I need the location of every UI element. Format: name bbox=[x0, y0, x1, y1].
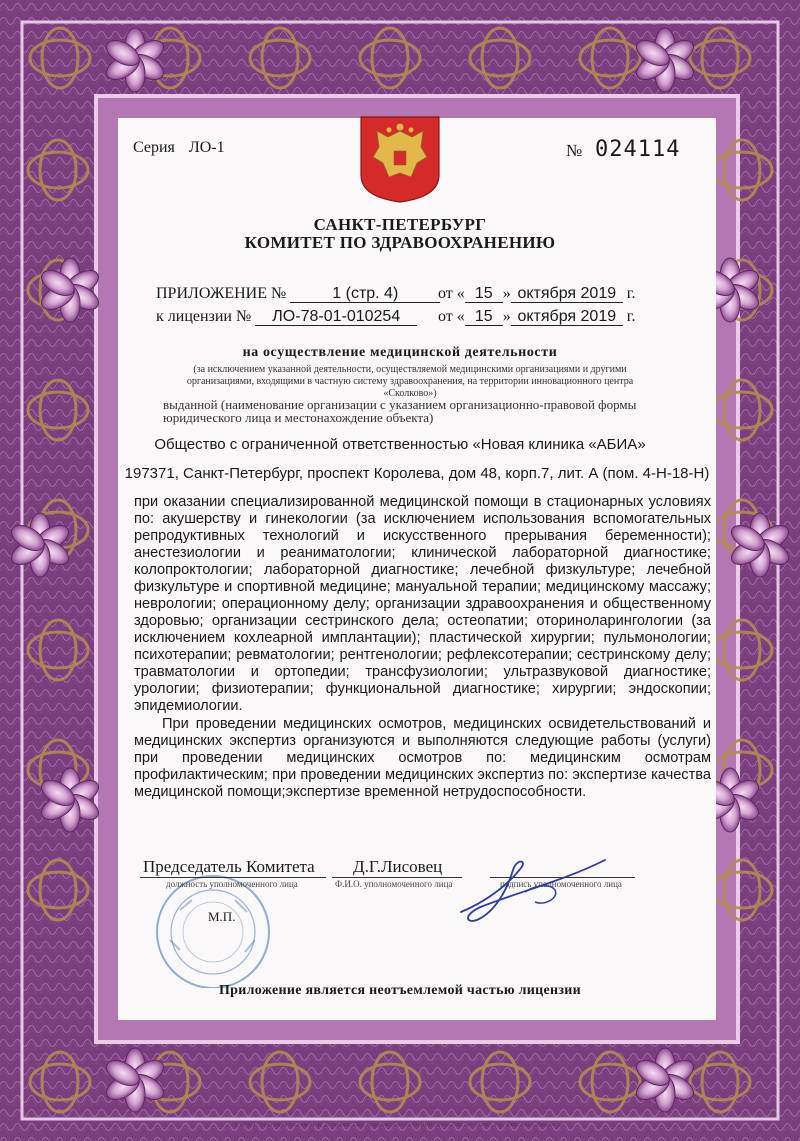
license-body bbox=[134, 494, 711, 801]
appendix-number: 1 (стр. 4) bbox=[290, 285, 440, 303]
license-close-quote: » bbox=[502, 308, 511, 325]
position-line bbox=[140, 877, 326, 878]
appendix-date-from: от « bbox=[438, 285, 465, 302]
license-label: к лицензии № bbox=[156, 308, 252, 325]
appendix-date bbox=[438, 285, 636, 303]
series-label: Серия bbox=[133, 139, 175, 156]
license-form-number: 024114 bbox=[595, 137, 681, 162]
authority-name: КОМИТЕТ ПО ЗДРАВООХРАНЕНИЮ bbox=[244, 233, 556, 252]
number-sign: № bbox=[566, 141, 583, 160]
exams-paragraph: При проведении медицинских осмотров, медицинских освидетельствований и медицинских экспертиз организуются и выполняются следующие работы (услуги) при проведении медицинских осмотров по: медицинским осмотрам профилактическим; при проведении медицинских экспертиз по: экспертизе качества медицинской помощи;экспертизе временной нетрудоспособности. bbox=[134, 716, 711, 800]
coat-of-arms-icon bbox=[355, 113, 445, 203]
footer-note: Приложение является неотъемлемой частью лицензии bbox=[218, 983, 582, 998]
license-row bbox=[156, 308, 417, 326]
license-day: 15 bbox=[465, 308, 503, 326]
appendix-year-suffix: г. bbox=[626, 285, 636, 302]
printer-imprint: © ФГУП "Типография №12 им. М. И. Лоджиона". СПб. Лицензия 03-05-09-19. ИНН 7806053741. Зак. 783019. Тир. 4000. 2018 г. Уровень „Б". bbox=[234, 1122, 566, 1128]
appendix-close-quote: » bbox=[502, 285, 511, 302]
organization-address: 197371, Санкт-Петербург, проспект Королева, дом 48, корп.7, лит. А (пом. 4-Н-18-Н) bbox=[124, 465, 710, 482]
services-paragraph: при оказании специализированной медицинской помощи в стационарных условиях по: акушерству и гинекологии (за исключением использования вспомогательных репродуктивных технологий и искусственного прерывания беременности); анестезиологии и реаниматологии; клинической лабораторной диагностике; колопроктологии; лабораторной диагностике; лечебной физкультуре; лечебной физкультуре и спортивной медицине; мануальной терапии; медицинскому массажу; неврологии; операционному делу; организации здравоохранения и общественному здоровью; организации сестринского дела; остеопатии; оториноларингологии (за исключением кохлеарной имплантации); пластической хирургии; пульмонологии; психотерапии; ревматологии; рентгенологии; рефлексотерапии; сестринскому делу; травматологии и ортопедии; трансфузиологии; ультразвуковой диагностике; урологии; физиотерапии; функциональной диагностике; хирургии; эндоскопии; эпидемиологии. bbox=[134, 494, 711, 714]
signature-caption: подпись уполномоченного лица bbox=[500, 879, 622, 889]
activity-note: (за исключением указанной деятельности, осуществляемой медицинскими организациями и другими организациями, входящими в частную систему здравоохранения, на территории инновационного центра «Сколково») bbox=[186, 364, 634, 399]
license-year-suffix: г. bbox=[626, 308, 636, 325]
name-line bbox=[332, 877, 462, 878]
handwritten-signature bbox=[455, 850, 625, 930]
stamp-place-label: М.П. bbox=[208, 909, 236, 924]
license-date bbox=[438, 308, 636, 326]
license-number: ЛО-78-01-010254 bbox=[255, 308, 417, 326]
organization-name: Общество с ограниченной ответственностью «Новая клиника «АБИА» bbox=[154, 436, 646, 453]
issued-to-caption: выданной (наименование организации с указанием организационно-правовой формы юридического лица и местонахождение объекта) bbox=[163, 397, 637, 425]
signatory-name: Д.Г.Лисовец bbox=[353, 857, 443, 876]
appendix-row bbox=[156, 285, 440, 303]
authority-city: САНКТ-ПЕТЕРБУРГ bbox=[313, 215, 487, 234]
license-date-from: от « bbox=[438, 308, 465, 325]
activity-title: на осуществление медицинской деятельности bbox=[242, 345, 558, 360]
series-value: ЛО-1 bbox=[188, 139, 225, 156]
appendix-month-year: октября 2019 bbox=[511, 285, 623, 303]
appendix-label: ПРИЛОЖЕНИЕ № bbox=[156, 285, 287, 302]
series-field bbox=[133, 139, 225, 157]
position-caption: должность уполномоченного лица bbox=[166, 879, 298, 889]
appendix-day: 15 bbox=[465, 285, 503, 303]
name-caption: Ф.И.О. уполномоченного лица bbox=[335, 879, 453, 889]
signatory-position: Председатель Комитета bbox=[143, 857, 315, 876]
license-month-year: октября 2019 bbox=[511, 308, 623, 326]
